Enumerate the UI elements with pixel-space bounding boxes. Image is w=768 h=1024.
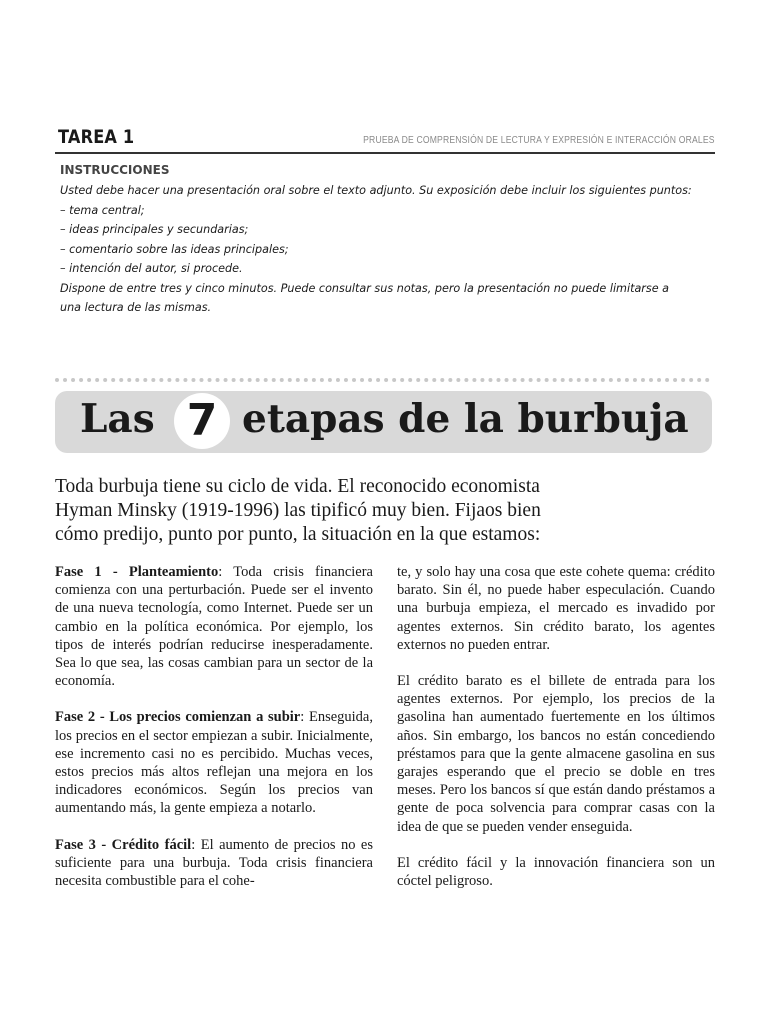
phase-paragraph — [55, 708, 373, 817]
dotted-divider — [55, 378, 710, 382]
phase-label: Fase 3 - Crédito fácil — [55, 836, 192, 853]
phase-text: : El aumento de precios no es suficiente para una burbuja. Toda crisis financiera necesita combustible para el cohe- — [55, 836, 373, 890]
title-post: etapas de la burbuja — [242, 396, 689, 442]
body-paragraph: El crédito barato es el billete de entrada para los agentes externos. Por ejemplo, los precios de la gasolina han aumentado fuertemente en los últimos años. Sin embargo, los bancos no están concediendo préstamos para que la gente almacene gasolina en sus garajes esperando que el precio se doble en tres meses. Pero los bancos sí que están dando préstamos a gente de poca solvencia para comprar casas con la idea de que se pueden vender enseguida. — [397, 673, 715, 835]
article-left-column — [55, 563, 373, 908]
instructions-block — [60, 163, 720, 318]
body-paragraph: te, y solo hay una cosa que este cohete quema: crédito barato. Sin él, no puede haber especulación. Cuando una burbuja empieza, el mercado es invadido por agentes externos. Sin crédito barato, los agentes externos no pueden entrar. — [397, 564, 715, 653]
instructions-heading: INSTRUCCIONES — [60, 163, 170, 177]
article-right-column — [397, 563, 715, 908]
task-title: TAREA 1 — [58, 126, 135, 148]
phase-label: Fase 2 - Los precios comienzan a subir — [55, 709, 301, 726]
phase-label: Fase 1 - Planteamiento — [55, 564, 219, 580]
instruction-line: – ideas principales y secundarias; — [60, 223, 249, 236]
phase-text: : Toda crisis financiera comienza con una perturbación. Puede ser el invento de una nueva tecnología, como Internet. Puede ser un cambio en la política económica. Por ejemplo, los tipos de interés podrían reducirse inesperadamente. Sea lo que sea, las cosas cambian para un sector de la economía. — [55, 564, 373, 690]
instruction-line: – comentario sobre las ideas principales; — [60, 242, 289, 256]
title-pre: Las — [80, 396, 155, 442]
instruction-line: Dispone de entre tres y cinco minutos. Puede consultar sus notas, pero la presentación no puede limitarse a — [60, 281, 670, 295]
page-header — [55, 124, 715, 154]
section-label: PRUEBA DE COMPRENSIÓN DE LECTURA Y EXPRESIÓN E INTERACCIÓN ORALES — [363, 134, 715, 146]
article-intro — [55, 475, 685, 547]
title-number-badge: 7 — [174, 393, 230, 449]
instruction-line: una lectura de las mismas. — [60, 301, 212, 314]
instruction-line: Usted debe hacer una presentación oral sobre el texto adjunto. Su exposición debe incluir los siguientes puntos: — [60, 184, 692, 197]
instruction-line: – intención del autor, si procede. — [60, 262, 243, 275]
phase-paragraph — [55, 563, 373, 690]
phase-text: : Enseguida, los precios en el sector empiezan a subir. Inicialmente, ese incremento casi no es percibido. Muchas veces, estos precios más altos reflejan una mejora en los indicadores económicos. Según los precios van aumentando más, la gente empieza a notarlo. — [55, 709, 373, 817]
intro-line: cómo predijo, punto por punto, la situación en la que estamos: — [55, 524, 541, 545]
intro-line: Toda burbuja tiene su ciclo de vida. El reconocido economista — [55, 476, 540, 497]
intro-line: Hyman Minsky (1919-1996) las tipificó muy bien. Fijaos bien — [55, 500, 541, 521]
instruction-line: – tema central; — [60, 203, 145, 217]
body-paragraph: El crédito fácil y la innovación financiera son un cóctel peligroso. — [397, 854, 715, 890]
phase-paragraph — [55, 836, 373, 891]
